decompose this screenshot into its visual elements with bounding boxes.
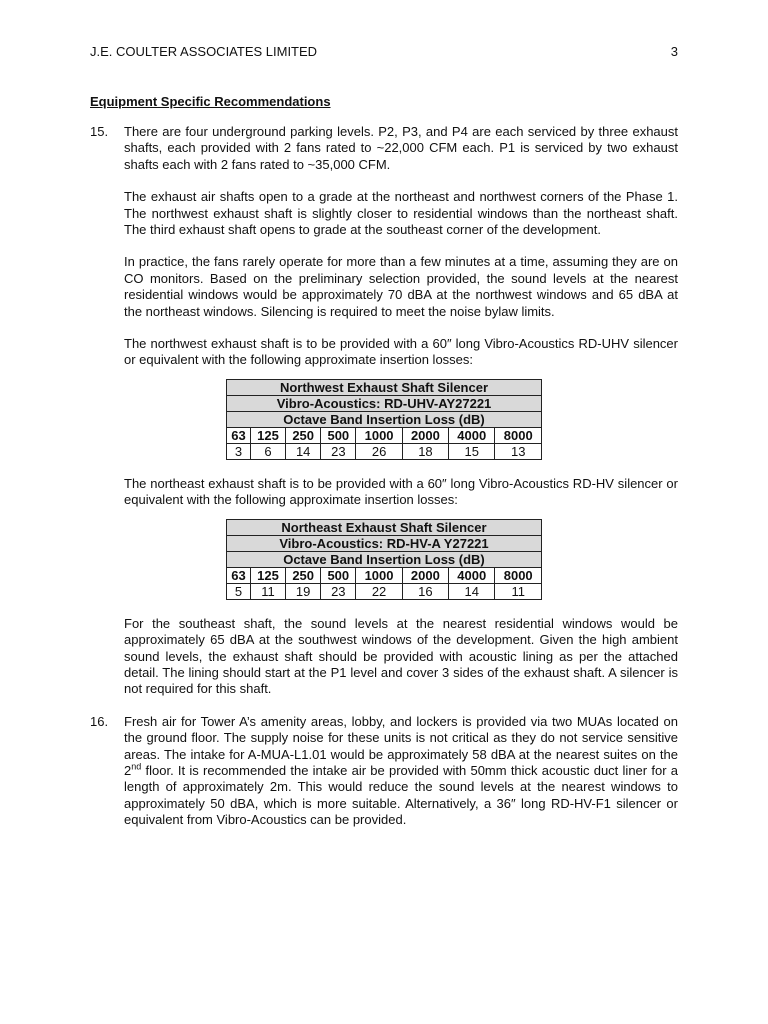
table-caption: Octave Band Insertion Loss (dB) xyxy=(227,411,542,427)
northeast-silencer-table xyxy=(226,519,542,600)
table-title: Northwest Exhaust Shaft Silencer xyxy=(227,379,542,395)
loss-value: 26 xyxy=(356,443,402,459)
item-16 xyxy=(90,714,678,829)
band-header: 8000 xyxy=(495,427,542,443)
loss-value: 14 xyxy=(286,443,321,459)
table-caption: Octave Band Insertion Loss (dB) xyxy=(227,551,542,567)
band-header: 8000 xyxy=(495,567,542,583)
loss-value: 11 xyxy=(495,583,542,599)
paragraph xyxy=(124,714,678,829)
loss-value: 23 xyxy=(321,583,356,599)
loss-value: 18 xyxy=(402,443,448,459)
table-model: Vibro-Acoustics: RD-UHV-AY27221 xyxy=(227,395,542,411)
paragraph: The northeast exhaust shaft is to be provided with a 60″ long Vibro-Acoustics RD-HV silencer or equivalent with the following approximate insertion losses: xyxy=(124,475,678,508)
loss-value: 3 xyxy=(227,443,251,459)
northwest-silencer-table xyxy=(226,379,542,460)
band-header: 250 xyxy=(286,567,321,583)
band-header: 125 xyxy=(250,567,285,583)
band-header: 4000 xyxy=(449,427,495,443)
loss-value: 14 xyxy=(449,583,495,599)
band-header: 500 xyxy=(321,427,356,443)
band-header: 2000 xyxy=(402,567,448,583)
loss-value: 16 xyxy=(402,583,448,599)
item-15 xyxy=(90,124,678,698)
band-header: 250 xyxy=(286,427,321,443)
item-number: 16. xyxy=(90,713,109,729)
text-run: Fresh air for Tower A’s amenity areas, lobby, and lockers is provided via two MUAs located on the ground floor. The supply noise for these units is not critical as they do not service sensitive areas. The intake for A-MUA-L1.01 would be approximately 58 dBA at the nearest suites on the 2 xyxy=(124,713,678,778)
loss-value: 15 xyxy=(449,443,495,459)
band-header: 500 xyxy=(321,567,356,583)
superscript: nd xyxy=(131,761,142,772)
text-run: floor. It is recommended the intake air be provided with 50mm thick acoustic duct liner for a length of approximately 2m. This would reduce the sound levels at the nearest windows to approximately 50 dBA, which is more suitable. Alternatively, a 36″ long RD-HV-F1 silencer or equivalent from Vibro-Acoustics can be provided. xyxy=(124,762,678,828)
section-title: Equipment Specific Recommendations xyxy=(90,94,331,109)
band-header: 63 xyxy=(227,567,251,583)
page-number: 3 xyxy=(670,44,678,59)
item-number: 15. xyxy=(90,124,109,139)
loss-value: 11 xyxy=(250,583,285,599)
band-header: 4000 xyxy=(449,567,495,583)
band-header: 1000 xyxy=(356,567,402,583)
table-title: Northeast Exhaust Shaft Silencer xyxy=(227,519,542,535)
band-header: 1000 xyxy=(356,427,402,443)
loss-value: 13 xyxy=(495,443,542,459)
paragraph: There are four underground parking levels. P2, P3, and P4 are each serviced by three exhaust shafts, each provided with 2 fans rated to ~22,000 CFM each. P1 is serviced by two exhaust shafts each with 2 fans rated to ~35,000 CFM. xyxy=(124,124,678,172)
paragraph: In practice, the fans rarely operate for more than a few minutes at a time, assuming they are on CO monitors. Based on the preliminary selection provided, the sound levels at the nearest residential windows would be approximately 70 dBA at the northwest windows and 65 dBA at the northeast windows. Silencing is required to meet the noise bylaw limits. xyxy=(124,254,678,319)
paragraph: The northwest exhaust shaft is to be provided with a 60″ long Vibro-Acoustics RD-UHV silencer or equivalent with the following approximate insertion losses: xyxy=(124,336,678,368)
loss-value: 5 xyxy=(227,583,251,599)
paragraph: The exhaust air shafts open to a grade at the northeast and northwest corners of the Phase 1. The northwest exhaust shaft is slightly closer to residential windows than the northeast shaft. The third exhaust shaft opens to grade at the southeast corner of the development. xyxy=(124,189,678,238)
paragraph: For the southeast shaft, the sound levels at the nearest residential windows would be approximately 65 dBA at the southwest windows of the development. Given the high ambient sound levels, the exhaust shaft should be provided with acoustic lining as per the attached detail. The lining should start at the P1 level and cover 3 sides of the exhaust shaft. A silencer is not required for this shaft. xyxy=(124,615,678,697)
table-model: Vibro-Acoustics: RD-HV-A Y27221 xyxy=(227,535,542,551)
loss-value: 19 xyxy=(286,583,321,599)
loss-value: 6 xyxy=(250,443,285,459)
loss-value: 22 xyxy=(356,583,402,599)
band-header: 2000 xyxy=(402,427,448,443)
document-body xyxy=(90,124,678,845)
company-name: J.E. COULTER ASSOCIATES LIMITED xyxy=(90,44,318,59)
band-header: 63 xyxy=(227,427,251,443)
loss-value: 23 xyxy=(321,443,356,459)
band-header: 125 xyxy=(250,427,285,443)
